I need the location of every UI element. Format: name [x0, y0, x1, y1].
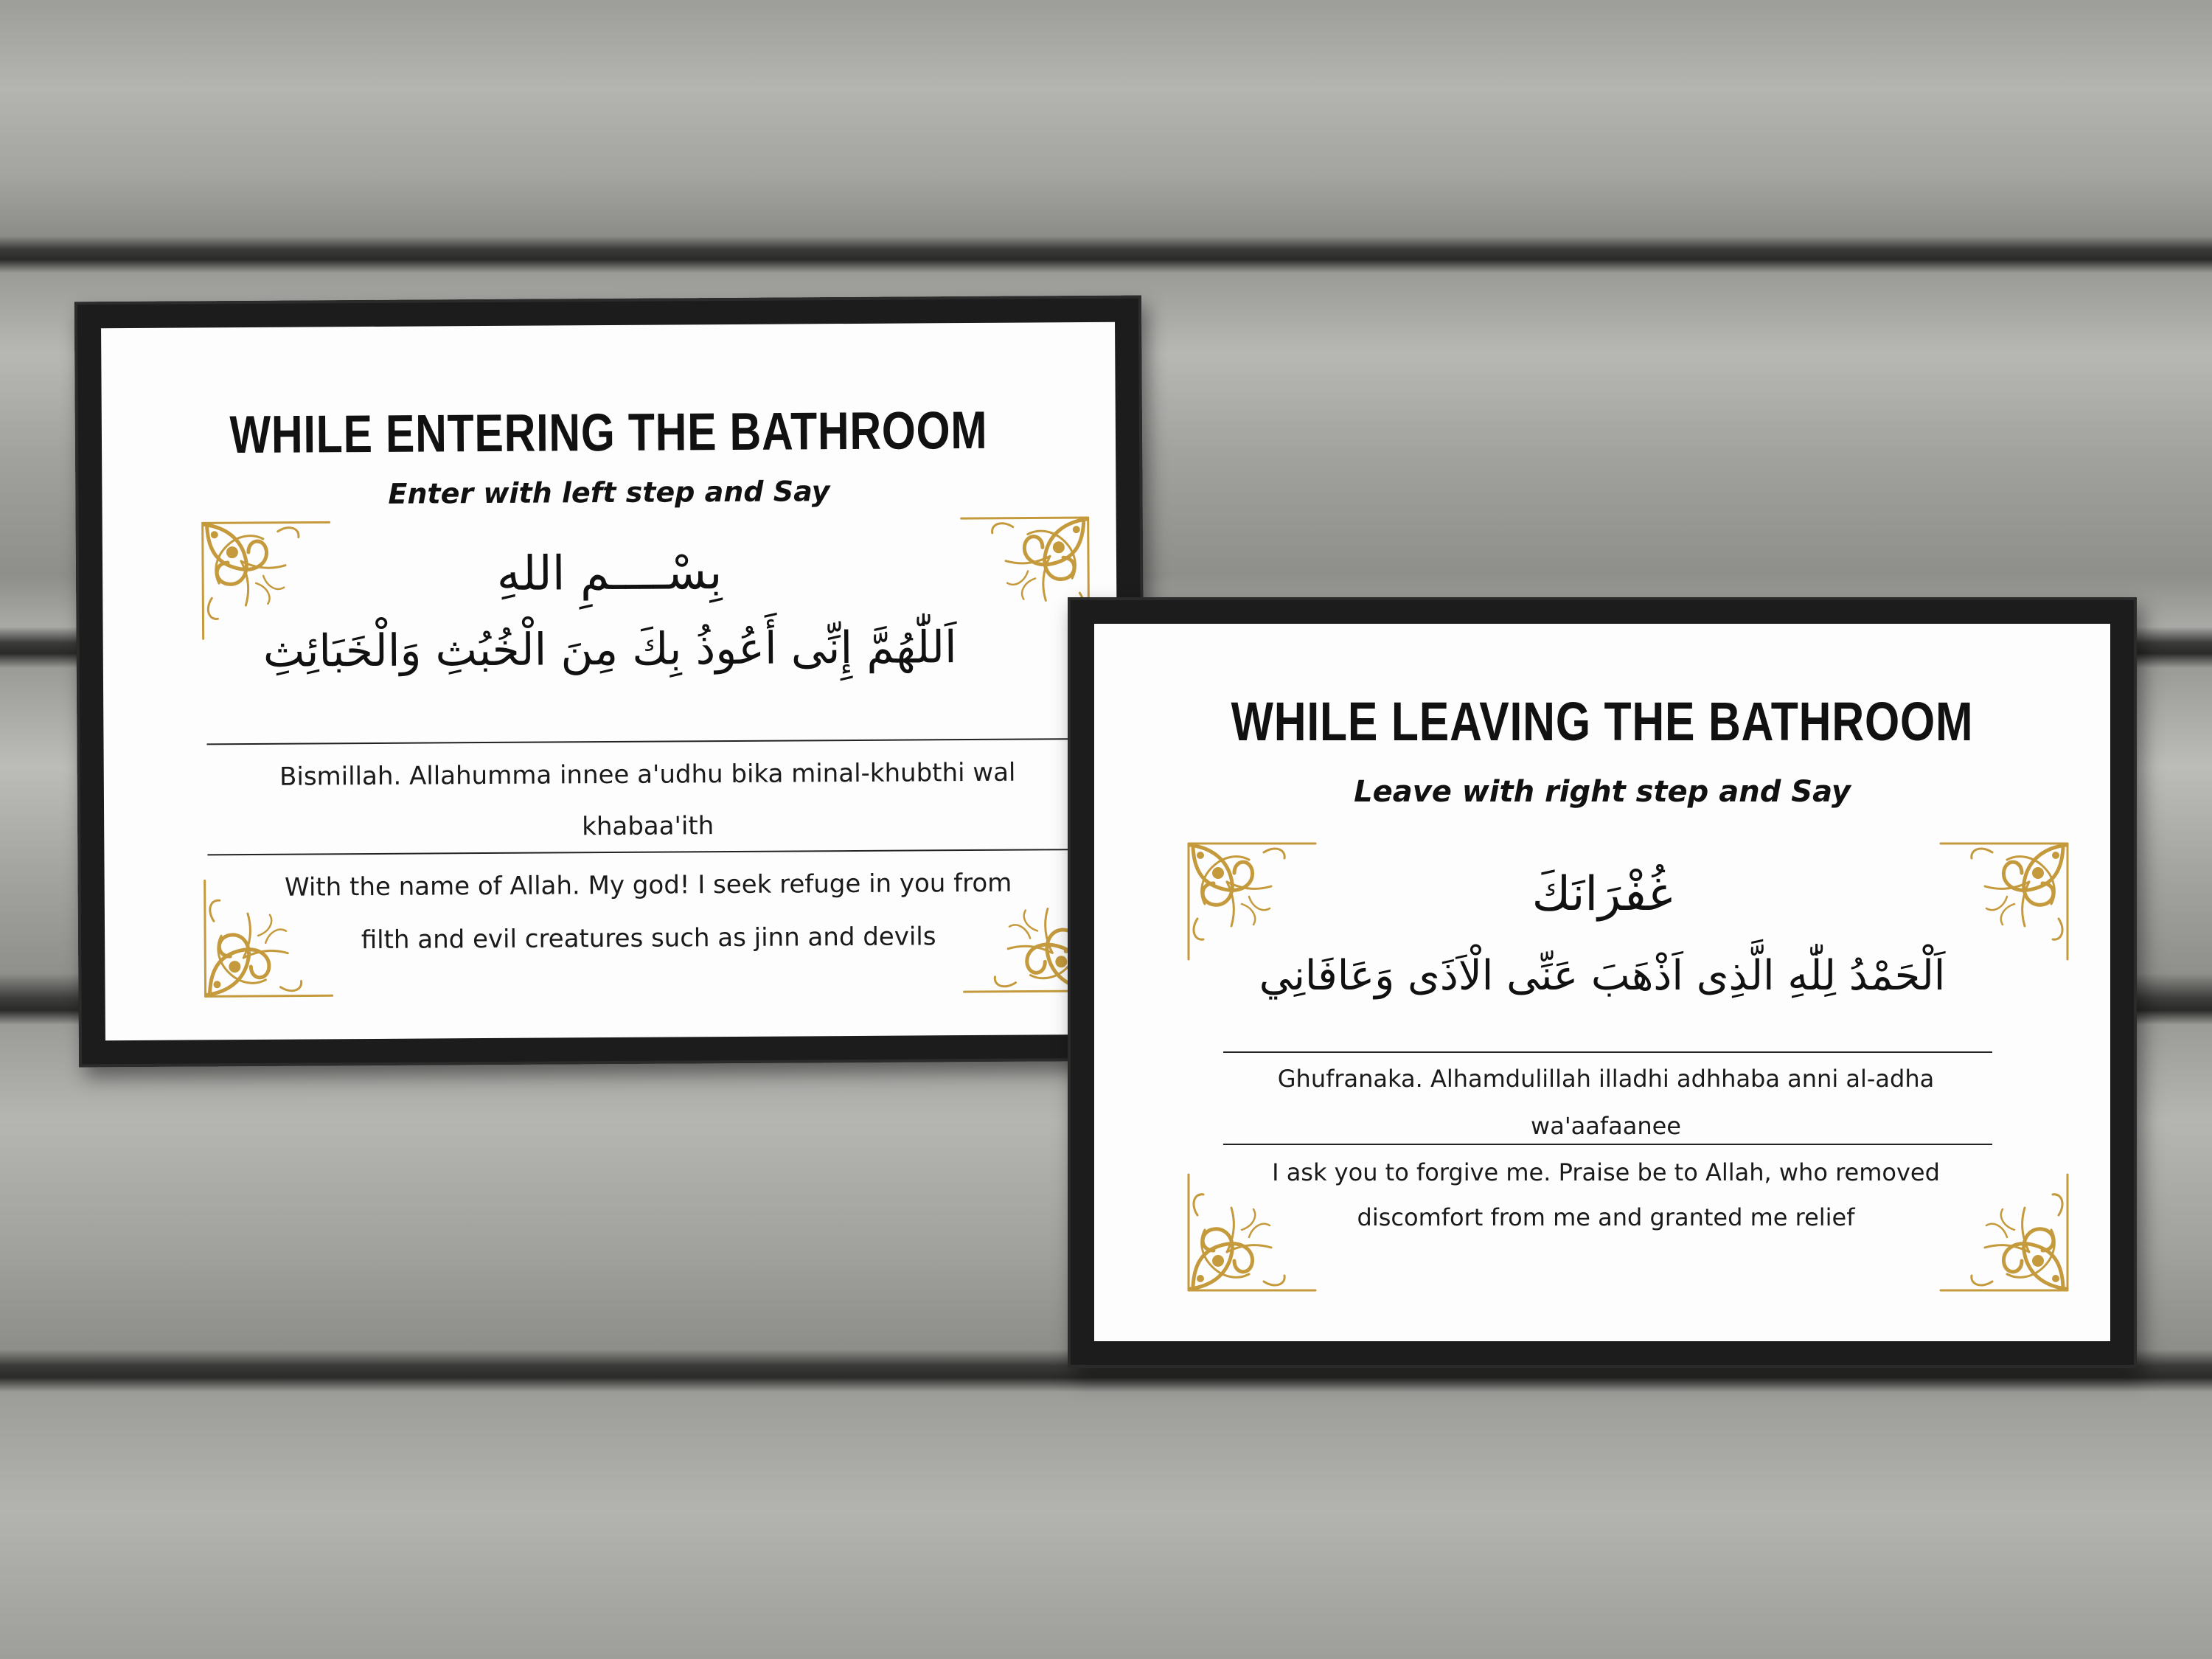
transliteration-line: Ghufranaka. Alhamdulillah illadhi adhhaba anni al-adha — [1277, 1065, 1935, 1093]
translation-line: discomfort from me and granted me relief — [1357, 1203, 1855, 1231]
card-title: WHILE LEAVING THE BATHROOM — [1231, 691, 1974, 752]
transliteration-line: wa'aafaanee — [1531, 1112, 1681, 1140]
ornate-gold-corner-icon — [1933, 1171, 2073, 1296]
arabic-basmala: بِسْــــمِ اللهِ — [496, 546, 723, 602]
divider — [207, 849, 1085, 855]
arabic-dua: اَللّٰهُمَّ إِنِّى أَعُوذُ بِكَ مِنَ الْخُبُثِ وَالْخَبَائِثِ — [262, 622, 957, 678]
divider — [1223, 1051, 1992, 1053]
card-entering — [101, 322, 1119, 1040]
ornate-gold-corner-icon — [1183, 1171, 1323, 1296]
frame-entering — [74, 296, 1146, 1068]
arabic-dua: اَلْحَمْدُ لِلّٰهِ الَّذِى اَذْهَبَ عَنِّى الْاَذَى وَعَافَانِي — [1259, 952, 1946, 1000]
arabic-ghufranaka: غُفْرَانَكَ — [1531, 867, 1673, 922]
card-leaving — [1094, 624, 2110, 1341]
card-title: WHILE ENTERING THE BATHROOM — [229, 400, 988, 465]
card-subtitle: Leave with right step and Say — [1354, 775, 1851, 809]
transliteration-line: khabaa'ith — [582, 811, 714, 842]
translation-line: filth and evil creatures such as jinn and devils — [361, 922, 936, 956]
card-subtitle: Enter with left step and Say — [388, 475, 830, 510]
divider — [207, 738, 1085, 745]
translation-line: I ask you to forgive me. Praise be to Allah, who removed — [1272, 1158, 1940, 1186]
transliteration-line: Bismillah. Allahumma innee a'udhu bika minal-khubthi wal — [279, 757, 1016, 792]
divider — [1223, 1144, 1992, 1145]
translation-line: With the name of Allah. My god! I seek refuge in you from — [284, 868, 1012, 902]
frame-leaving — [1068, 597, 2137, 1368]
